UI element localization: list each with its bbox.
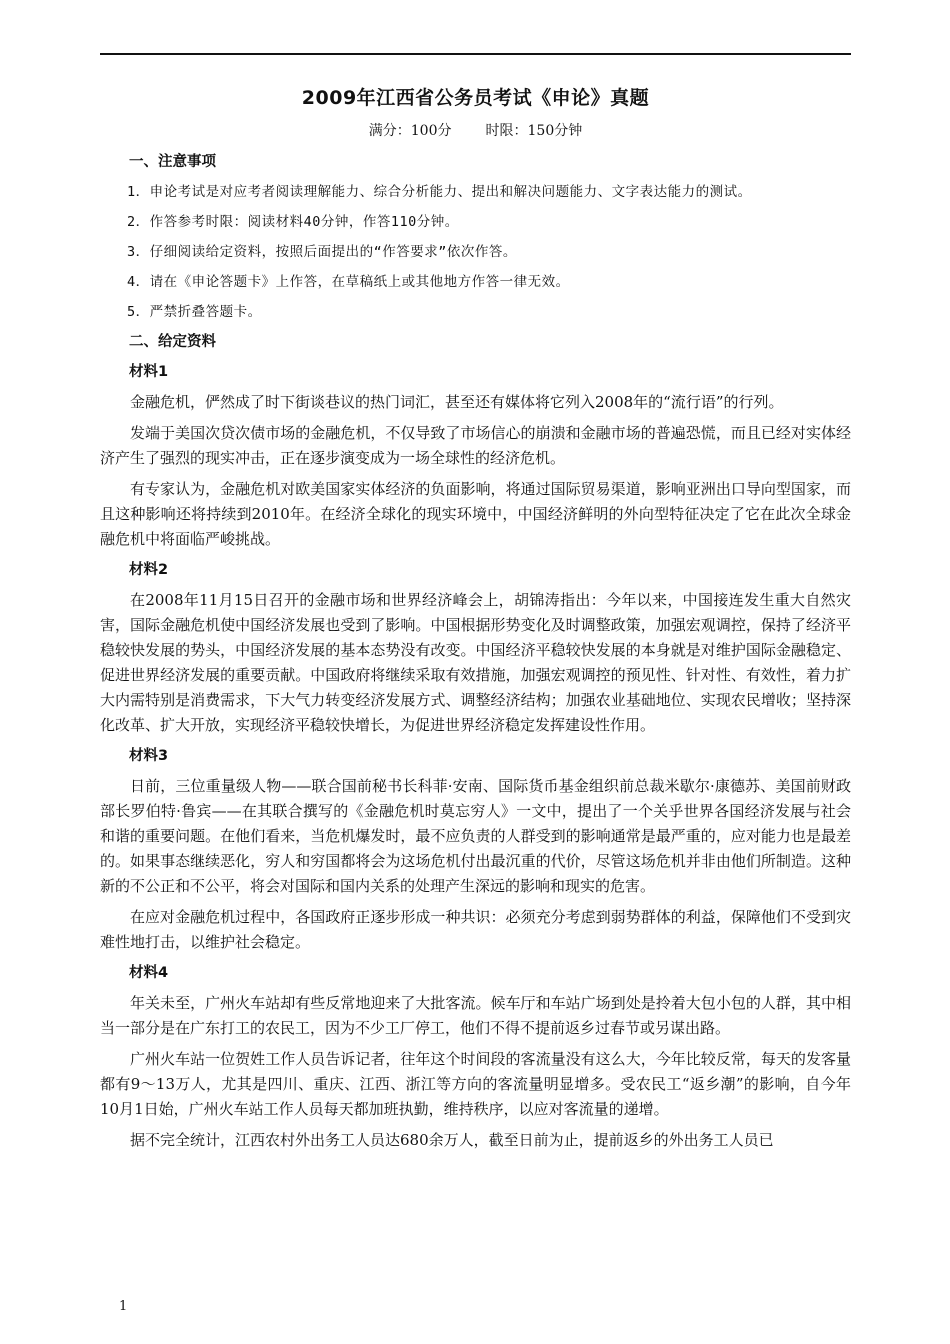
material-paragraph: 广州火车站一位贺姓工作人员告诉记者，往年这个时间段的客流量没有这么大，今年比较反常，每天的发客量都有9～13万人，尤其是四川、重庆、江西、浙江等方向的客流量明显增多。受农民工“返乡潮”的影响，自今年10月1日始，广州火车站工作人员每天都加班执勤，维持秩序，以应对客流量的递增。 <box>100 1050 851 1118</box>
material-label: 材料4 <box>129 965 169 981</box>
material-paragraph: 金融危机，俨然成了时下街谈巷议的热门词汇，甚至还有媒体将它列入2008年的“流行语”的行列。 <box>130 393 784 411</box>
material-paragraph: 发端于美国次贷次债市场的金融危机，不仅导致了市场信心的崩溃和金融市场的普遍恐慌，而且已经对实体经济产生了强烈的现实冲击，正在逐步演变成为一场全球性的经济危机。 <box>100 424 851 467</box>
material-paragraph: 年关未至，广州火车站却有些反常地迎来了大批客流。候车厅和车站广场到处是拎着大包小包的人群，其中相当一部分是在广东打工的农民工，因为不少工厂停工，他们不得不提前返乡过春节或另谋出路。 <box>100 994 851 1037</box>
document-title: 2009年江西省公务员考试《申论》真题 <box>301 87 650 109</box>
material-paragraph: 在应对金融危机过程中，各国政府正逐步形成一种共识：必须充分考虑到弱势群体的利益，保障他们不受到灾难性地打击，以维护社会稳定。 <box>100 908 851 951</box>
notice-item: 3．仔细阅读给定资料，按照后面提出的“作答要求”依次作答。 <box>127 244 517 260</box>
material-label: 材料3 <box>129 748 169 764</box>
material-label: 材料1 <box>129 364 169 380</box>
time-limit: 时限：150分钟 <box>485 123 583 139</box>
material-label: 材料2 <box>129 562 169 578</box>
section-heading-materials: 二、给定资料 <box>129 334 216 350</box>
notice-item: 4．请在《申论答题卡》上作答，在草稿纸上或其他地方作答一律无效。 <box>127 274 570 290</box>
full-score: 满分：100分 <box>368 123 452 139</box>
material-paragraph: 日前，三位重量级人物——联合国前秘书长科菲·安南、国际货币基金组织前总裁米歇尔·康德苏、美国前财政部长罗伯特·鲁宾——在其联合撰写的《金融危机时莫忘穷人》一文中，提出了一个关乎世界各国经济发展与社会和谐的重要问题。在他们看来，当危机爆发时，最不应负责的人群受到的影响通常是最严重的，应对能力也是最差的。如果事态继续恶化，穷人和穷国都将会为这场危机付出最沉重的代价，尽管这场危机并非由他们所制造。这种新的不公正和不公平，将会对国际和国内关系的处理产生深远的影响和现实的危害。 <box>100 777 851 895</box>
material-paragraph: 在2008年11月15日召开的金融市场和世界经济峰会上，胡锦涛指出：今年以来，中国接连发生重大自然灾害，国际金融危机使中国经济发展也受到了影响。中国根据形势变化及时调整政策，加强宏观调控，保持了经济平稳较快发展的势头，中国经济发展的基本态势没有改变。中国经济平稳较快发展的本身就是对维护国际金融稳定、促进世界经济发展的重要贡献。中国政府将继续采取有效措施，加强宏观调控的预见性、针对性、有效性，着力扩大内需特别是消费需求，下大气力转变经济发展方式、调整经济结构；加强农业基础地位、实现农民增收；坚持深化改革、扩大开放，实现经济平稳较快增长，为促进世界经济稳定发挥建设性作用。 <box>100 591 851 734</box>
material-paragraph: 有专家认为，金融危机对欧美国家实体经济的负面影响，将通过国际贸易渠道，影响亚洲出口导向型国家，而且这种影响还将持续到2010年。在经济全球化的现实环境中，中国经济鲜明的外向型特征决定了它在此次全球金融危机中将面临严峻挑战。 <box>100 480 851 548</box>
section-heading-notices: 一、注意事项 <box>129 154 216 170</box>
exam-meta <box>100 120 851 142</box>
notice-item: 2．作答参考时限：阅读材料40分钟，作答110分钟。 <box>127 214 459 230</box>
notice-item: 5．严禁折叠答题卡。 <box>127 304 262 320</box>
document-body <box>100 148 851 1159</box>
notice-item: 1．申论考试是对应考者阅读理解能力、综合分析能力、提出和解决问题能力、文字表达能力的测试。 <box>127 184 752 200</box>
page-number: 1 <box>119 1299 128 1314</box>
material-paragraph: 据不完全统计，江西农村外出务工人员达680余万人，截至日前为止，提前返乡的外出务工人员已 <box>130 1131 774 1149</box>
header-rule <box>100 53 851 55</box>
